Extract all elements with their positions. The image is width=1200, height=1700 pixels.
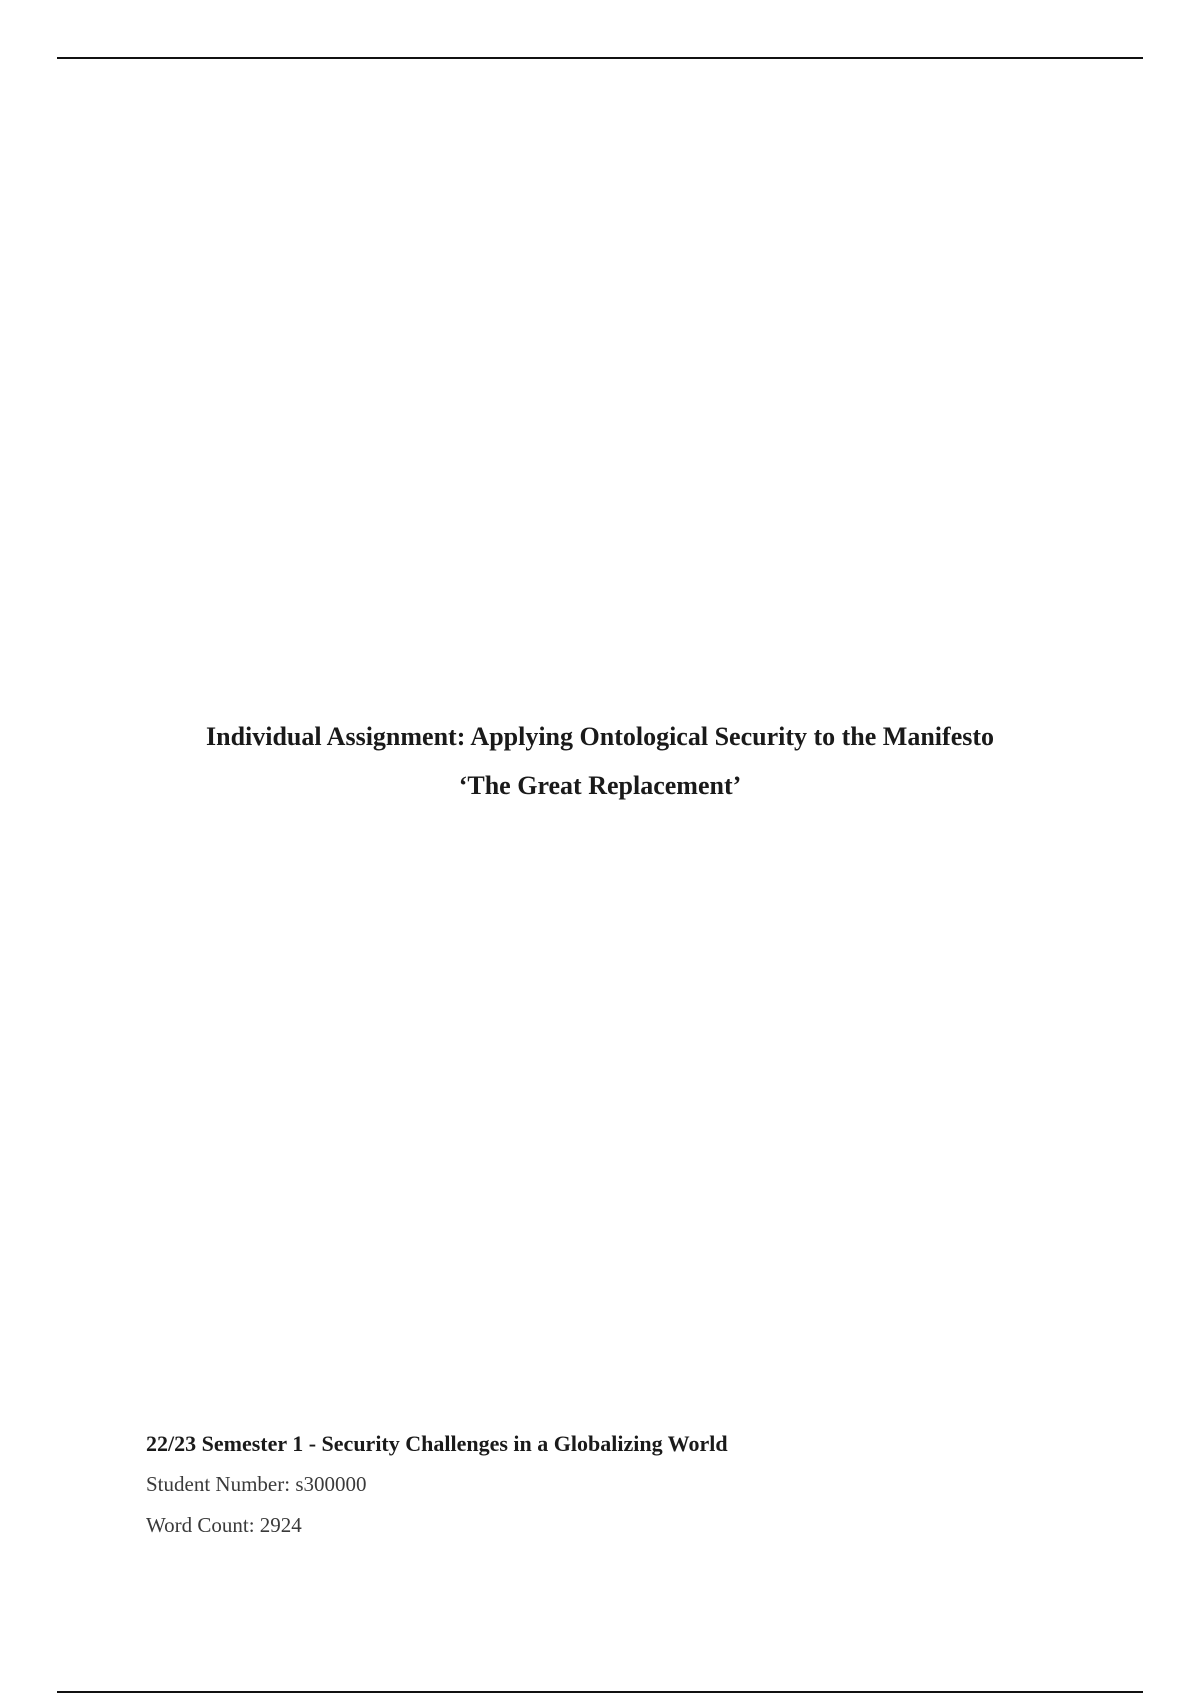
header-rule — [57, 57, 1143, 59]
document-title-line-2: ‘The Great Replacement’ — [458, 771, 742, 800]
footer-rule — [57, 1691, 1143, 1693]
title-block — [0, 712, 1200, 810]
word-count: Word Count: 2924 — [146, 1513, 302, 1537]
document-title-line-1: Individual Assignment: Applying Ontological Security to the Manifesto — [205, 722, 995, 751]
student-number: Student Number: s300000 — [146, 1472, 367, 1496]
submission-details — [146, 1424, 1046, 1546]
course-title: 22/23 Semester 1 - Security Challenges in a Globalizing World — [146, 1431, 728, 1456]
